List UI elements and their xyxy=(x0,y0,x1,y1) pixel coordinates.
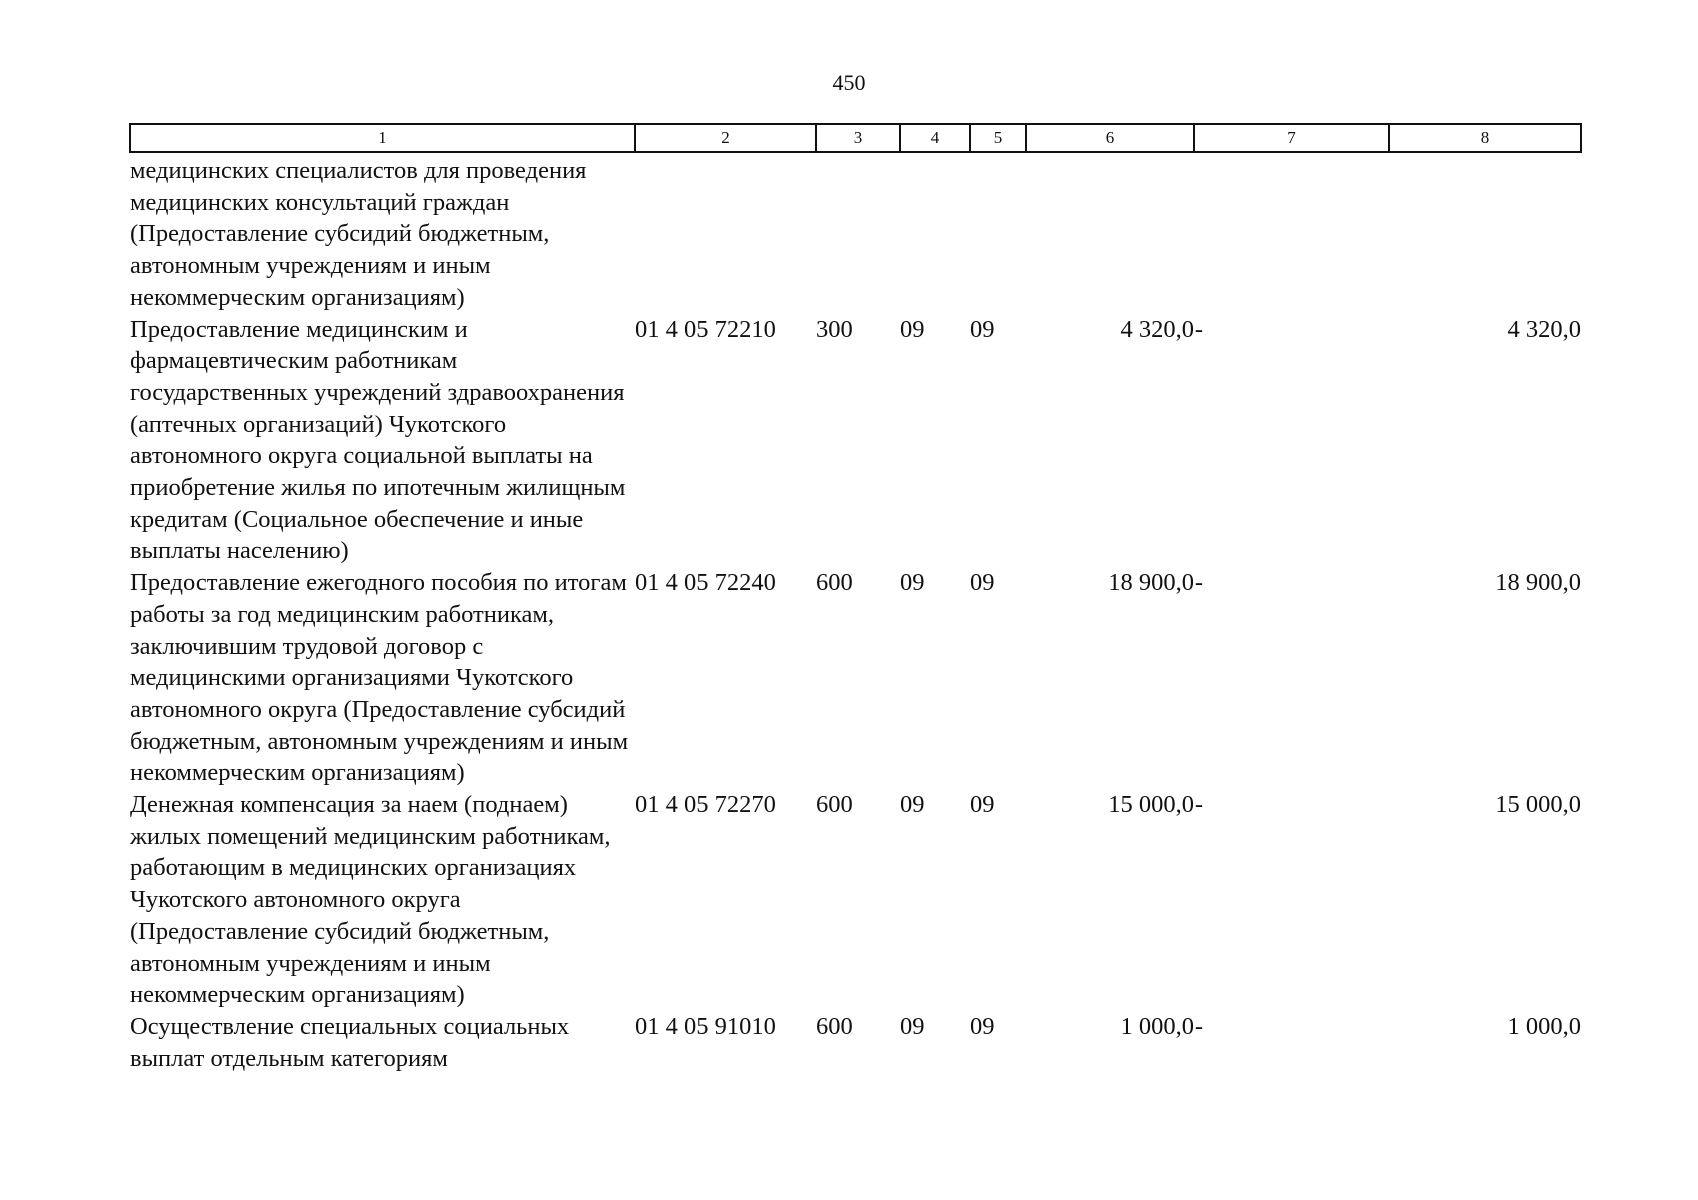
row-code: 01 4 05 72210 xyxy=(635,315,776,343)
row-total: 15 000,0 xyxy=(1495,791,1581,819)
header-cell-4: 4 xyxy=(900,124,970,152)
header-cell-1: 1 xyxy=(130,124,635,152)
row-amount xyxy=(1026,152,1194,314)
budget-table xyxy=(129,123,1582,1074)
row-total: 1 000,0 xyxy=(1507,1012,1581,1040)
row-name: Осуществление специальных социальных выплат отдельным категориям xyxy=(130,1012,570,1072)
row-subsection: 09 xyxy=(970,569,995,597)
row-name: Денежная компенсация за наем (поднаем) жилых помещений медицинским работникам, работающим в медицинских организациях Чукотского автономного округа (Предоставление субсидий бюджетным, автономным учреждениям и иным некоммерческим организациям) xyxy=(130,791,611,1009)
row-type xyxy=(816,152,900,314)
row-total xyxy=(1389,152,1581,314)
header-cell-6: 6 xyxy=(1026,124,1194,152)
row-name: Предоставление медицинским и фармацевтическим работникам государственных учреждений здравоохранения (аптечных организаций) Чукотского автономного округа социальной выплаты на приобретение жилья по ипотечным жилищным кредитам (Социальное обеспечение и иные выплаты населению) xyxy=(130,315,626,565)
row-change: - xyxy=(1194,1012,1203,1040)
header-cell-7: 7 xyxy=(1194,124,1389,152)
row-code xyxy=(635,152,816,314)
row-total: 18 900,0 xyxy=(1495,569,1581,597)
row-change: - xyxy=(1194,569,1203,597)
row-name: Предоставление ежегодного пособия по итогам работы за год медицинским работникам, заключившим трудовой договор с медицинскими организациями Чукотского автономного округа (Предоставление субсидий бюджетным, автономным учреждениям и иным некоммерческим организациям) xyxy=(130,569,629,787)
row-type: 600 xyxy=(816,1012,853,1040)
row-change: - xyxy=(1194,791,1203,819)
row-subsection: 09 xyxy=(970,791,995,819)
row-code: 01 4 05 91010 xyxy=(635,1012,776,1040)
row-change xyxy=(1194,152,1389,314)
row-amount: 1 000,0 xyxy=(1120,1012,1194,1040)
row-amount: 15 000,0 xyxy=(1108,791,1194,819)
table-row xyxy=(130,152,1581,314)
row-amount: 18 900,0 xyxy=(1108,569,1194,597)
row-section xyxy=(900,152,970,314)
row-subsection: 09 xyxy=(970,1012,995,1040)
table-row xyxy=(130,567,1581,789)
row-type: 600 xyxy=(816,569,853,597)
header-cell-3: 3 xyxy=(816,124,900,152)
row-amount: 4 320,0 xyxy=(1120,315,1194,343)
table-row xyxy=(130,314,1581,568)
header-row xyxy=(130,124,1581,152)
row-section: 09 xyxy=(900,315,925,343)
row-section: 09 xyxy=(900,791,925,819)
row-code: 01 4 05 72270 xyxy=(635,791,776,819)
page-number: 450 xyxy=(832,70,866,95)
row-code: 01 4 05 72240 xyxy=(635,569,776,597)
row-change: - xyxy=(1194,315,1203,343)
row-name: медицинских специалистов для проведения медицинских консультаций граждан (Предоставление субсидий бюджетным, автономным учреждениям и иным некоммерческим организациям) xyxy=(130,157,587,311)
row-section: 09 xyxy=(900,569,925,597)
table-row xyxy=(130,789,1581,1011)
table-row xyxy=(130,1011,1581,1074)
header-cell-5: 5 xyxy=(970,124,1026,152)
row-section: 09 xyxy=(900,1012,925,1040)
header-cell-8: 8 xyxy=(1389,124,1581,152)
row-subsection xyxy=(970,152,1026,314)
row-subsection: 09 xyxy=(970,315,995,343)
row-type: 600 xyxy=(816,791,853,819)
row-type: 300 xyxy=(816,315,853,343)
row-total: 4 320,0 xyxy=(1507,315,1581,343)
header-cell-2: 2 xyxy=(635,124,816,152)
